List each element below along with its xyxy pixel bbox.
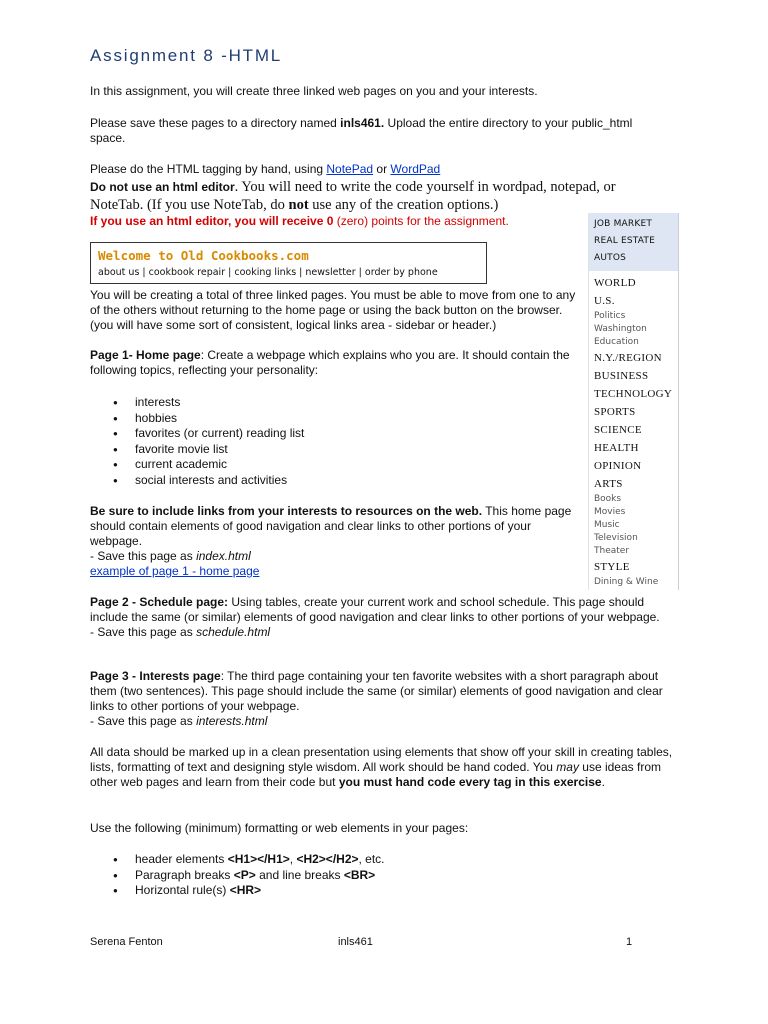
formatting-text: Horizontal rule(s): [135, 883, 230, 897]
sidebar-top-links: [589, 213, 678, 271]
save-text-rest: Upload the entire directory to your public_html space.: [90, 116, 633, 145]
save-schedule-text: - Save this page as: [90, 625, 197, 639]
formatting-text: and line breaks: [255, 867, 344, 882]
links-paragraph: [90, 504, 585, 579]
topics-list: [90, 395, 540, 488]
formatting-intro: Use the following (minimum) formatting or web elements in your pages:: [90, 821, 469, 835]
sidebar-section-link[interactable]: WORLD: [594, 277, 636, 289]
save-schedule-line: [90, 625, 680, 640]
banner-links: about us | cookbook repair | cooking links | newsletter | order by phone: [98, 267, 438, 278]
page2-text: [90, 595, 680, 625]
notepad-link[interactable]: NotePad: [326, 162, 374, 176]
page3-text: [90, 669, 680, 714]
page-title: Assignment 8 -HTML: [90, 46, 283, 65]
footer-author: Serena Fenton: [90, 936, 163, 948]
linked-pages-paragraph: You will be creating a total of three linked pages. You must be able to move from one to any of the others without returning to the home page or using the back button on the browser. (you will have some sort of consistent, logical links area - sidebar or header.): [90, 288, 576, 332]
topic-item: ● hobbies: [90, 411, 540, 427]
wordpad-link[interactable]: WordPad: [390, 162, 441, 176]
sidebar-subsection-link[interactable]: Theater: [594, 546, 630, 556]
save-index-text: - Save this page as: [90, 549, 197, 563]
all-data-paragraph: [90, 745, 675, 790]
tagging-text: Please do the HTML tagging by hand, using: [90, 162, 327, 176]
page2-paragraph: [90, 595, 680, 640]
intro-paragraph: In this assignment, you will create three linked web pages on you and your interests.: [90, 84, 538, 98]
save-interests-line: [90, 714, 680, 729]
index-filename: index.html: [196, 549, 251, 563]
sidebar-subsection-link[interactable]: [594, 589, 678, 590]
sidebar-section-link[interactable]: HEALTH: [594, 442, 639, 454]
links-text: [90, 504, 585, 549]
topic-item: ● current academic: [90, 457, 540, 473]
footer-page-number: 1: [626, 936, 633, 948]
save-paragraph: [90, 116, 670, 146]
links-rest: This home page should contain elements of good navigation and clear links to other portions of your webpage.: [90, 504, 572, 548]
topic-item: ● favorite movie list: [90, 442, 540, 458]
sidebar-section-link[interactable]: N.Y./REGION: [594, 352, 662, 364]
sidebar-section-link[interactable]: STYLE: [594, 561, 630, 573]
hand-code-bold: you must hand code every tag in this exercise: [338, 775, 602, 789]
sidebar-subsection-link[interactable]: Dining & Wine: [594, 577, 659, 587]
save-text: Please save these pages to a directory named: [90, 116, 341, 130]
no-editor-text-2: use any of the creation options.): [308, 197, 499, 213]
sidebar-sections: [589, 271, 678, 590]
all-data-text: All data should be marked up in a clean presentation using elements that show off your skill in creating tables, lists, formatting of text and designing style wisdom. All work should be hand coded. You: [90, 745, 673, 774]
no-editor-text: . You will need to write the code yourself in wordpad, notepad, or NoteTab. (If you use NoteTab, do: [90, 179, 616, 213]
news-sidebar: [588, 213, 679, 590]
formatting-text: , etc.: [358, 852, 385, 866]
sidebar-section-link[interactable]: TECHNOLOGY: [594, 388, 673, 400]
page1-paragraph: [90, 348, 580, 378]
formatting-tag: <BR>: [343, 867, 376, 882]
topic-item: ● favorites (or current) reading list: [90, 426, 540, 442]
topic-item: ● interests: [90, 395, 540, 411]
sidebar-section-link[interactable]: SPORTS: [594, 406, 636, 418]
tagging-line: [90, 162, 660, 177]
formatting-tag: <P>: [233, 867, 256, 882]
formatting-text: Paragraph breaks: [135, 867, 234, 882]
sidebar-subsection-link[interactable]: Movies: [594, 507, 626, 517]
example-page1-link[interactable]: example of page 1 - home page: [90, 564, 260, 578]
page1-text: : Create a webpage which explains who you are. It should contain the following topics, reflecting your personality:: [90, 348, 570, 377]
page1-label: Page 1- Home page: [90, 348, 201, 362]
page2-desc: Using tables, create your current work and school schedule. This page should include the same (or similar) elements of good navigation and clear links to other portions of your webpage.: [90, 595, 660, 624]
topic-item: ● social interests and activities: [90, 473, 540, 489]
editor-instructions: [90, 162, 660, 229]
or-text: or: [373, 162, 391, 176]
page3-desc: : The third page containing your ten favorite websites with a short paragraph about them (two sentences). This page should include the same (or similar) elements of good navigation and clear links to other portions of your webpage.: [90, 669, 663, 713]
warning-text: (zero) points for the assignment.: [333, 214, 509, 228]
interests-filename: interests.html: [196, 714, 268, 728]
directory-name: inls461.: [340, 116, 385, 130]
sidebar-subsection-link[interactable]: Music: [594, 520, 620, 530]
save-interests-text: - Save this page as: [90, 714, 197, 728]
sidebar-top-link[interactable]: JOB MARKET: [594, 219, 653, 229]
all-data-mid: use ideas from other web pages and learn from their code but: [90, 760, 661, 789]
sidebar-subsection-link[interactable]: Books: [594, 494, 622, 504]
formatting-item: [90, 852, 540, 868]
sidebar-section-link[interactable]: BUSINESS: [594, 370, 649, 382]
no-editor-paragraph: [90, 178, 660, 214]
page2-label: Page 2 - Schedule page:: [90, 595, 229, 609]
banner-title: Welcome to Old Cookbooks.com: [98, 248, 309, 263]
formatting-text: ,: [289, 852, 297, 866]
footer-course: inls461: [338, 936, 373, 948]
sidebar-top-link[interactable]: AUTOS: [594, 253, 627, 263]
formatting-tag: <H2></H2>: [296, 852, 359, 866]
sidebar-subsection-link[interactable]: Washington: [594, 324, 647, 334]
no-editor-bold: Do not use an html editor: [90, 180, 235, 194]
sidebar-subsection-link[interactable]: Politics: [594, 311, 626, 321]
formatting-item: [90, 883, 540, 899]
sidebar-section-link[interactable]: U.S.: [594, 295, 615, 307]
may-italic: may: [556, 760, 579, 774]
formatting-text: header elements: [135, 852, 228, 866]
sidebar-section-link[interactable]: ARTS: [594, 478, 623, 490]
example-site-banner: [90, 242, 487, 284]
sidebar-section-link[interactable]: OPINION: [594, 460, 642, 472]
page3-paragraph: [90, 669, 680, 729]
sidebar-subsection-link[interactable]: Television: [594, 533, 638, 543]
sidebar-section-link[interactable]: SCIENCE: [594, 424, 642, 436]
save-index-line: [90, 549, 585, 564]
sidebar-top-link[interactable]: REAL ESTATE: [594, 236, 656, 246]
formatting-tag: <H1></H1>: [227, 852, 290, 866]
warning-bold: If you use an html editor, you will receive 0: [90, 214, 334, 228]
period: .: [601, 775, 605, 789]
page3-label: Page 3 - Interests page: [90, 669, 221, 683]
schedule-filename: schedule.html: [196, 625, 271, 639]
formatting-item: [90, 868, 540, 884]
formatting-tag: <HR>: [229, 883, 262, 897]
formatting-list: [90, 852, 540, 899]
warning-line: [90, 214, 660, 229]
sidebar-subsection-link[interactable]: Education: [594, 337, 639, 347]
links-bold: Be sure to include links from your interests to resources on the web.: [90, 504, 483, 518]
not-bold: not: [288, 197, 309, 213]
